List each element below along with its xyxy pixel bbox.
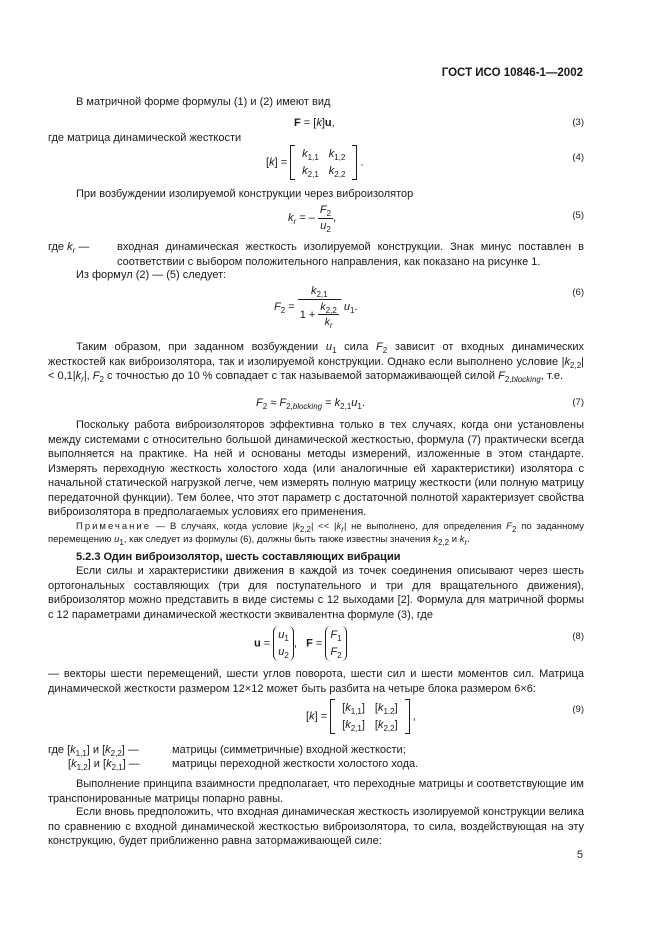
equation-number: (3)	[572, 117, 584, 128]
equation-number: (8)	[572, 631, 584, 642]
equation-8: u = $u_1$ $u_2$ , F = $F_1$ $F_2$ (8)	[48, 626, 584, 662]
equation-number: (9)	[572, 704, 584, 715]
equation-4: [k] = $k_{1,1}$ $k_{1,2}$ $k_{2,1}$ $k_{2,2}$ . (4)	[48, 145, 584, 181]
paragraph-where-matrix: где матрица динамической жесткости	[48, 132, 242, 144]
page-number: 5	[576, 849, 583, 861]
equation-number: (4)	[572, 152, 584, 163]
equation-9: [k] = $[k_{1,1}]$ $[k_{1,2}]$ $[k_{2,1}]$ $[k_{2,2}]$ , (9)	[48, 699, 584, 737]
equation-6: $F_2$ = $k_{2,1}$ 1 + $\frac{k_{2,2}}{k_r}$ $u_1$. (6)	[274, 285, 584, 330]
note: Примечание — В случаях, когда условие $|k_{2,2}| << |k_r|$ не выполнено, для определения $F_2$ по заданному перемещению $u_1$, как следует из формулы (6), должны быть также известны значения $k_{2,2}$ и $k_r$.	[48, 521, 585, 547]
paragraph-from-formulas: Из формул (2) — (5) следует:	[76, 269, 227, 281]
equation-number: (6)	[572, 287, 584, 298]
equation-5: $k_r$ = – $\frac{F_2}{u_2}$ , (5)	[288, 204, 584, 234]
paragraph-thus: Таким образом, при заданном возбуждении $u_1$ сила $F_2$ зависит от входных динамических жесткостей как виброизолятора, так и изолируемой конструкции. Однако если выполнено условие $|k_{2,2}| < 0,1|k_r|$, $F_2$ с точностью до 10 % совпадает с так называемой затормаживающей силой $F_{2,blocking}$, т.е.	[48, 341, 585, 384]
equation-number: (5)	[572, 210, 584, 221]
equation-7: $F_2 \approx F_{2,blocking} = k_{2,1}u_1$. (7)	[256, 397, 584, 411]
paragraph-blocking-force: Если вновь предположить, что входная динамическая жесткость изолируемой конструкции велика по сравнению с входной динамической жесткостью виброизолятора, то сила, воздействующая на эту конструкцию, будет приближенно равна затормаживающей силе:	[48, 806, 584, 847]
paragraph-vibroisolators: Поскольку работа виброизоляторов эффективна только в тех случаях, когда они установлены между системами с относительно большой динамической жесткостью, формула (7) практически всегда выполняется на практике. На ней и основаны методы измерений, изложенные в этом стандарте. Измерять переходную жесткость холостого хода (или аналогичные ей характеристики) изолятора с начальной статической нагрузкой легче, чем измерять полную матрицу жесткости (или полную матрицу передаточной функции). Тем более, что этот параметр с достаточной полнотой характеризует свойства виброизолятора в предполагаемых условиях его применения.	[48, 419, 584, 518]
standard-header: ГОСТ ИСО 10846-1—2002	[441, 67, 583, 79]
equation-3: F = [k]u, (3)	[294, 117, 584, 129]
paragraph-reciprocity: Выполнение принципа взаимности предполагает, что переходные матрицы и соответствующие им транспонированные матрицы попарно равны.	[48, 778, 584, 805]
section-heading-5-2-3: 5.2.3 Один виброизолятор, шесть составляющих вибрации	[76, 551, 401, 563]
equation-number: (7)	[572, 397, 584, 408]
paragraph-excitation: При возбуждении изолируемой конструкции через виброизолятор	[76, 188, 414, 200]
document-page: ГОСТ ИСО 10846-1—2002 В матричной форме формулы (1) и (2) имеют вид F = [k]u, (3) где матрица динамической жесткости [k] = $k_{1,1}$ $k_{1,2}$ $k_{2,1}$ $k_{2,2}$ . (4) При возбуждении изолируемой конструкции через виброизолятор $k_r$ = – $\frac{F_2}{u_2}$ , (5) где $k_r$ — входная динамическая жесткость изолируемой конструкции. Знак минус поставлен в соответствии с выбором положительного направления, как показано на рисунке 1. Из формул (2) — (5) следует: $F_2$ = $k_{2,1}$ 1 + $\frac{k_{2,2}}{k_r}$ $u_1$. (6) Таким образом, при заданном возбуждении $u_1$ сила $F_2$ зависит от входных динамических жесткостей как виброизолятора, так и изолируемой конструкции. Однако если выполнено условие $|k_{2,2}| < 0,1|k_r|$, $F_2$ с точностью до 10 % совпадает с так называемой затормаживающей силой $F_{2,blocking}$, т.е. $F_2 \approx F_{2,blocking} = k_{2,1}u_1$. (7) Поскольку работа виброизоляторов эффективна только в тех случаях, когда они установлены между системами с относительно большой динамической жесткостью, формула (7) практически всегда выполняется на практике. На ней и основаны методы измерений, изложенные в этом стандарте. Измерять переходную жесткость холостого хода (или аналогичные ей характеристики) изолятора с начальной статической нагрузкой легче, чем измерять полную матрицу жесткости (или полную матрицу передаточной функции). Тем более, что этот параметр с достаточной полнотой характеризует свойства виброизолятора в предполагаемых условиях его применения. Примечание — В случаях, когда условие $|k_{2,2}| << |k_r|$ не выполнено, для определения $F_2$ по заданному перемещению $u_1$, как следует из формулы (6), должны быть также известны значения $k_{2,2}$ и $k_r$. 5.2.3 Один виброизолятор, шесть составляющих вибрации Если силы и характеристики движения в каждой из точек соединения описывают через шесть ортогональных составляющих (три для поступательного и три для вращательного движения), виброизолятор можно представить в виде системы с 12 выходами [2]. Формула для матричной формы с 12 параметрами динамической жесткости эквивалентна формуле (3), где u = $u_1$ $u_2$ , F = $F_1$ $F_2$ (8) — векторы шести перемещений, шести углов поворота, шести сил и шести моментов сил. Матрица динамической жесткости размером 12×12 может быть разбита на четыре блока размером 6×6: [k] = $[k_{1,1}]$ $[k_{1,2}]$ $[k_{2,1}]$ $[k_{2,2}]$ , (9) где $[k_{1,1}]$ и $[k_{2,2}]$ — матрицы (симметричные) входной жесткости; $[k_{1,2}]$ и $[k_{2,1}]$ — матрицы переходной жесткости холостого хода. Выполнение принципа взаимности предполагает, что переходные матрицы и соответствующие им транспонированные матрицы попарно равны. Если вновь предположить, что входная динамическая жесткость изолируемой конструкции велика по сравнению с входной динамической жесткостью виброизолятора, то сила, воздействующая на эту конструкцию, будет приближенно равна затормаживающей силе: 5	[48, 67, 585, 861]
paragraph-matrix-form: В матричной форме формулы (1) и (2) имеют вид	[76, 96, 331, 108]
paragraph-vectors: — векторы шести перемещений, шести углов поворота, шести сил и шести моментов сил. Матрица динамической жесткости размером 12×12 может быть разбита на четыре блока размером 6×6:	[48, 668, 584, 695]
paragraph-six-components: Если силы и характеристики движения в каждой из точек соединения описывают через шесть ортогональных составляющих (три для поступательного и три для вращательного движения), виброизолятор можно представить в виде системы с 12 выходами [2]. Формула для матричной формы с 12 параметрами динамической жесткости эквивалентна формуле (3), где	[48, 565, 584, 621]
